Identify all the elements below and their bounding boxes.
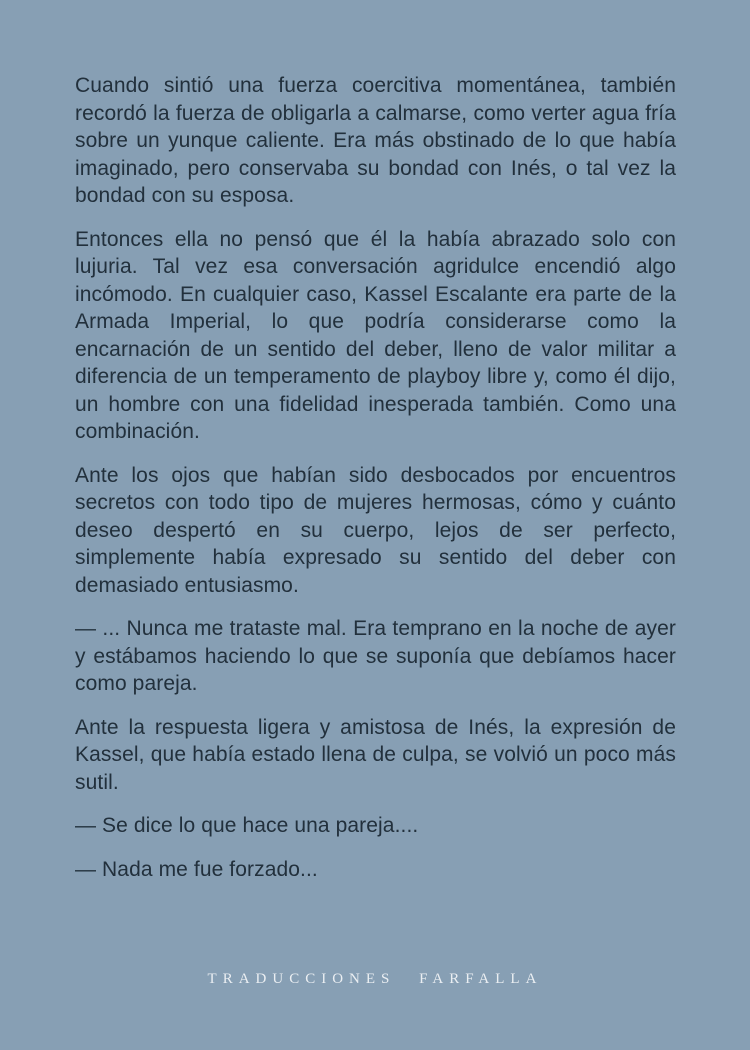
paragraph-6-dialogue: — Se dice lo que hace una pareja....	[75, 814, 419, 837]
paragraph-2: Entonces ella no pensó que él la había abrazado solo con lujuria. Tal vez esa conversación agridulce encendió algo incómodo. En cualquier caso, Kassel Escalante era parte de la Armada Imperial, lo que podría considerarse como la encarnación de un sentido del deber, lleno de valor militar a diferencia de un temperamento de playboy libre y, como él dijo, un hombre con una fidelidad inesperada también. Como una combinación.	[75, 227, 676, 443]
translator-brand: TRADUCCIONES FARFALLA	[207, 971, 543, 987]
page-text	[75, 72, 676, 883]
paragraph-7-dialogue: — Nada me fue forzado...	[75, 857, 318, 881]
paragraph-3: Ante los ojos que habían sido desbocados por encuentros secretos con todo tipo de mujeres hermosas, cómo y cuánto deseo despertó en su cuerpo, lejos de ser perfecto, simplemente había expresado su sentido del deber con demasiado entusiasmo.	[75, 463, 676, 597]
paragraph-5: Ante la respuesta ligera y amistosa de Inés, la expresión de Kassel, que había estado llena de culpa, se volvió un poco más sutil.	[75, 715, 676, 794]
paragraph-4-dialogue: — ... Nunca me trataste mal. Era temprano en la noche de ayer y estábamos haciendo lo que se suponía que debíamos hacer como pareja.	[75, 617, 676, 695]
paragraph-1: Cuando sintió una fuerza coercitiva momentánea, también recordó la fuerza de obligarla a calmarse, como verter agua fría sobre un yunque caliente. Era más obstinado de lo que había imaginado, pero conservaba su bondad con Inés, o tal vez la bondad con su esposa.	[75, 74, 676, 207]
